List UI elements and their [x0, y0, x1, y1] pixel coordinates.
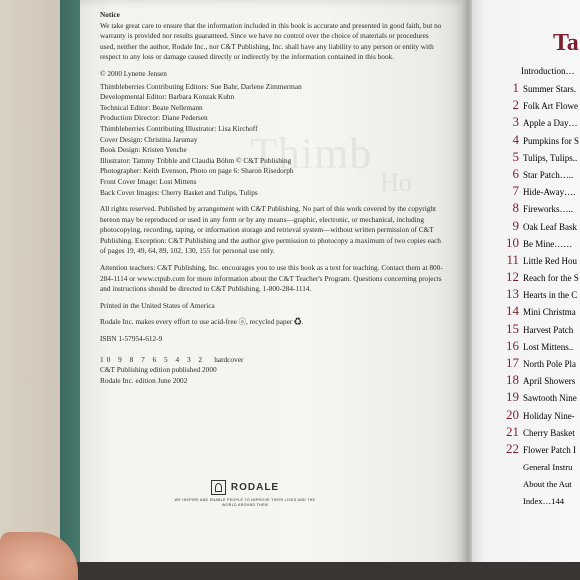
- toc-number: 7: [512, 183, 519, 199]
- toc-item: [503, 269, 579, 286]
- toc-item: [503, 235, 579, 252]
- credit-line: Illustrator: Tammy Tribble and Claudia Böhm © C&T Publishing: [100, 155, 292, 165]
- toc-name: Folk Art Flowe: [523, 101, 579, 112]
- toc-name: Hearts in the C: [523, 290, 578, 301]
- toc-index: Index…144: [523, 496, 565, 506]
- toc-intro: Introduction…: [521, 66, 575, 76]
- watermark-text: Thimb: [250, 129, 373, 178]
- toc-name: Holiday Nine-: [523, 410, 575, 421]
- toc-about: About the Aut: [523, 479, 572, 489]
- credit-line: Production Director: Diane Pedersen: [100, 113, 208, 123]
- toc-number: 1: [512, 80, 519, 95]
- watermark-text-2: Ho: [380, 168, 412, 197]
- toc-number: 19: [506, 389, 519, 405]
- toc-number: 5: [512, 148, 519, 164]
- toc-name: Lost Mittens..: [523, 341, 574, 352]
- toc-item: [503, 252, 579, 269]
- toc-name: Summer Stars.: [523, 84, 576, 94]
- toc-number: 12: [506, 269, 519, 285]
- toc-item: [503, 200, 579, 217]
- toc-number: 20: [506, 406, 519, 422]
- isbn: ISBN 1-57954-612-9: [100, 334, 163, 344]
- toc-name: Harvest Patch: [523, 324, 574, 335]
- toc-number: 21: [506, 423, 519, 439]
- toc-name: Star Patch…..: [523, 169, 574, 180]
- copyright-content: [100, 10, 445, 386]
- rodale-logo-icon: [211, 480, 226, 495]
- credit-line: Developmental Editor: Barbara Konzak Kuhn: [100, 92, 235, 102]
- print-numbers: 10 9 8 7 6 5 4 3 2: [100, 354, 206, 364]
- toc-number: 18: [506, 372, 519, 388]
- toc-item: [503, 97, 579, 114]
- toc-item: [503, 132, 579, 149]
- credit-line: Book Design: Kristen Yenche: [100, 145, 187, 155]
- toc-number: 2: [512, 97, 519, 113]
- toc-name: North Pole Pla: [523, 359, 576, 369]
- toc-name: Flower Patch I: [523, 444, 576, 455]
- print-run-line: [100, 355, 445, 366]
- publisher-logo-text: RODALE: [230, 482, 280, 493]
- toc-general: General Instru: [523, 462, 573, 472]
- toc-item: [503, 286, 579, 303]
- credit-line: Back Cover Images: Cherry Basket and Tulips, Tulips: [100, 187, 258, 197]
- toc-number: 22: [506, 440, 519, 456]
- toc-item: [503, 303, 579, 320]
- toc-item: [503, 355, 579, 372]
- toc-item: [503, 166, 579, 183]
- table-edge: [0, 562, 580, 580]
- publisher-logo-block: [170, 480, 320, 508]
- edition-line: Rodale Inc. edition June 2002: [100, 375, 188, 385]
- credit-line: Photographer: Keith Evenson, Photo on page 6: Sharon Risedorph: [100, 166, 294, 176]
- toc-item: [503, 80, 579, 97]
- toc-name: Pumpkins for S: [523, 135, 580, 146]
- toc-number: 15: [506, 320, 519, 336]
- credit-line: Thimbleberries Contributing Editors: Sue Bahr, Darlene Zimmerman: [100, 81, 302, 91]
- credit-line: Cover Design: Christina Jarumay: [100, 134, 198, 144]
- toc-item: [503, 389, 579, 406]
- notice-heading: Notice: [100, 10, 120, 19]
- credit-line: Thimbleberries Contributing Illustrator: Lisa Kirchoff: [100, 123, 258, 133]
- toc-item: [503, 372, 579, 389]
- toc-item: [503, 114, 579, 131]
- toc-list: [503, 80, 579, 458]
- toc-name: Cherry Basket: [523, 427, 575, 438]
- toc-number: 9: [512, 217, 519, 233]
- toc-title: Ta: [553, 30, 579, 56]
- toc-name: Little Red Hou: [523, 255, 577, 266]
- credit-line: Front Cover Image: Lost Mittens: [100, 176, 197, 186]
- toc-number: 10: [506, 234, 519, 250]
- toc-number: 3: [512, 114, 519, 130]
- toc-item: [503, 218, 579, 235]
- toc-item: [503, 407, 579, 424]
- toc-number: 17: [506, 355, 519, 370]
- toc-name: Mini Christma: [523, 307, 576, 318]
- toc-number: 4: [512, 131, 519, 147]
- toc-number: 14: [506, 303, 519, 319]
- toc-item: [503, 424, 579, 441]
- toc-number: 11: [506, 251, 519, 267]
- toc-name: Sawtooth Nine: [523, 393, 577, 404]
- rights-text: All rights reserved. Published by arrangement with C&T Publishing. No part of this work covered by the copyright hereon may be reproduced or used in any form or by any means—graphic, electronic, or mechanical, including photocopying, recording, taping, or information storage and retrieval system—without written permission of C&T Publishing. Exception: C&T Publishing and the author give permission to photocopy a maximum of two copies each of pages 19, 49, 64, 89, 102, 130, 155 for personal use only.: [100, 204, 441, 256]
- printed-in: Printed in the United States of America: [100, 300, 215, 310]
- notice-text: We take great care to ensure that the information included in this book is accurate and presented in good faith, but no warranty is provided nor results guaranteed. Since we have no control over the choice of materials or procedures used, neither the author, Rodale Inc., nor C&T Publishing, Inc. shall have any liability to any person or entity with respect to any loss or damage caused directly or indirectly by the information contained in this book.: [100, 20, 442, 62]
- teachers-text: Attention teachers: C&T Publishing, Inc. encourages you to use this book as a text for teaching. Contact them at 800-284-1114 or www.ctpub.com for more information about the C&T Teacher's Program. Questions concerning projects and instructions should be directed to C&T Publishing, 1-800-284-1114.: [100, 263, 443, 294]
- acid-free-note: Rodale Inc. makes every effort to use acid-free ⓐ, recycled paper ♻.: [100, 317, 304, 327]
- toc-name: Hide-Away….: [523, 187, 576, 198]
- toc-item: [503, 338, 579, 355]
- toc-item: [503, 321, 579, 338]
- table-surface: [0, 0, 60, 580]
- toc-number: 13: [506, 286, 519, 302]
- toc-name: Oak Leaf Bask: [523, 221, 577, 232]
- binding-type: hardcover: [214, 354, 244, 364]
- toc-number: 8: [512, 200, 519, 216]
- toc-name: Tulips, Tulips..: [523, 152, 578, 163]
- credits-list: [100, 82, 445, 199]
- toc-name: April Showers: [523, 376, 576, 387]
- toc-item: [503, 183, 579, 200]
- toc-item: [503, 149, 579, 166]
- toc-item: [503, 441, 579, 458]
- toc-number: 16: [506, 337, 519, 353]
- toc-name: Fireworks…..: [523, 204, 573, 215]
- copyright-line: © 2000 Lynette Jensen: [100, 68, 167, 78]
- edition-line: C&T Publishing edition published 2000: [100, 365, 217, 375]
- toc-number: 6: [512, 165, 519, 181]
- toc-name: Reach for the S: [523, 273, 579, 284]
- publisher-tagline: WE INSPIRE AND ENABLE PEOPLE TO IMPROVE THEIR LIVES AND THE WORLD AROUND THEM: [174, 498, 316, 507]
- toc-name: Be Mine……: [523, 238, 573, 249]
- toc-name: Apple a Day…: [523, 118, 578, 129]
- credit-line: Technical Editor: Beate Nellemann: [100, 102, 203, 112]
